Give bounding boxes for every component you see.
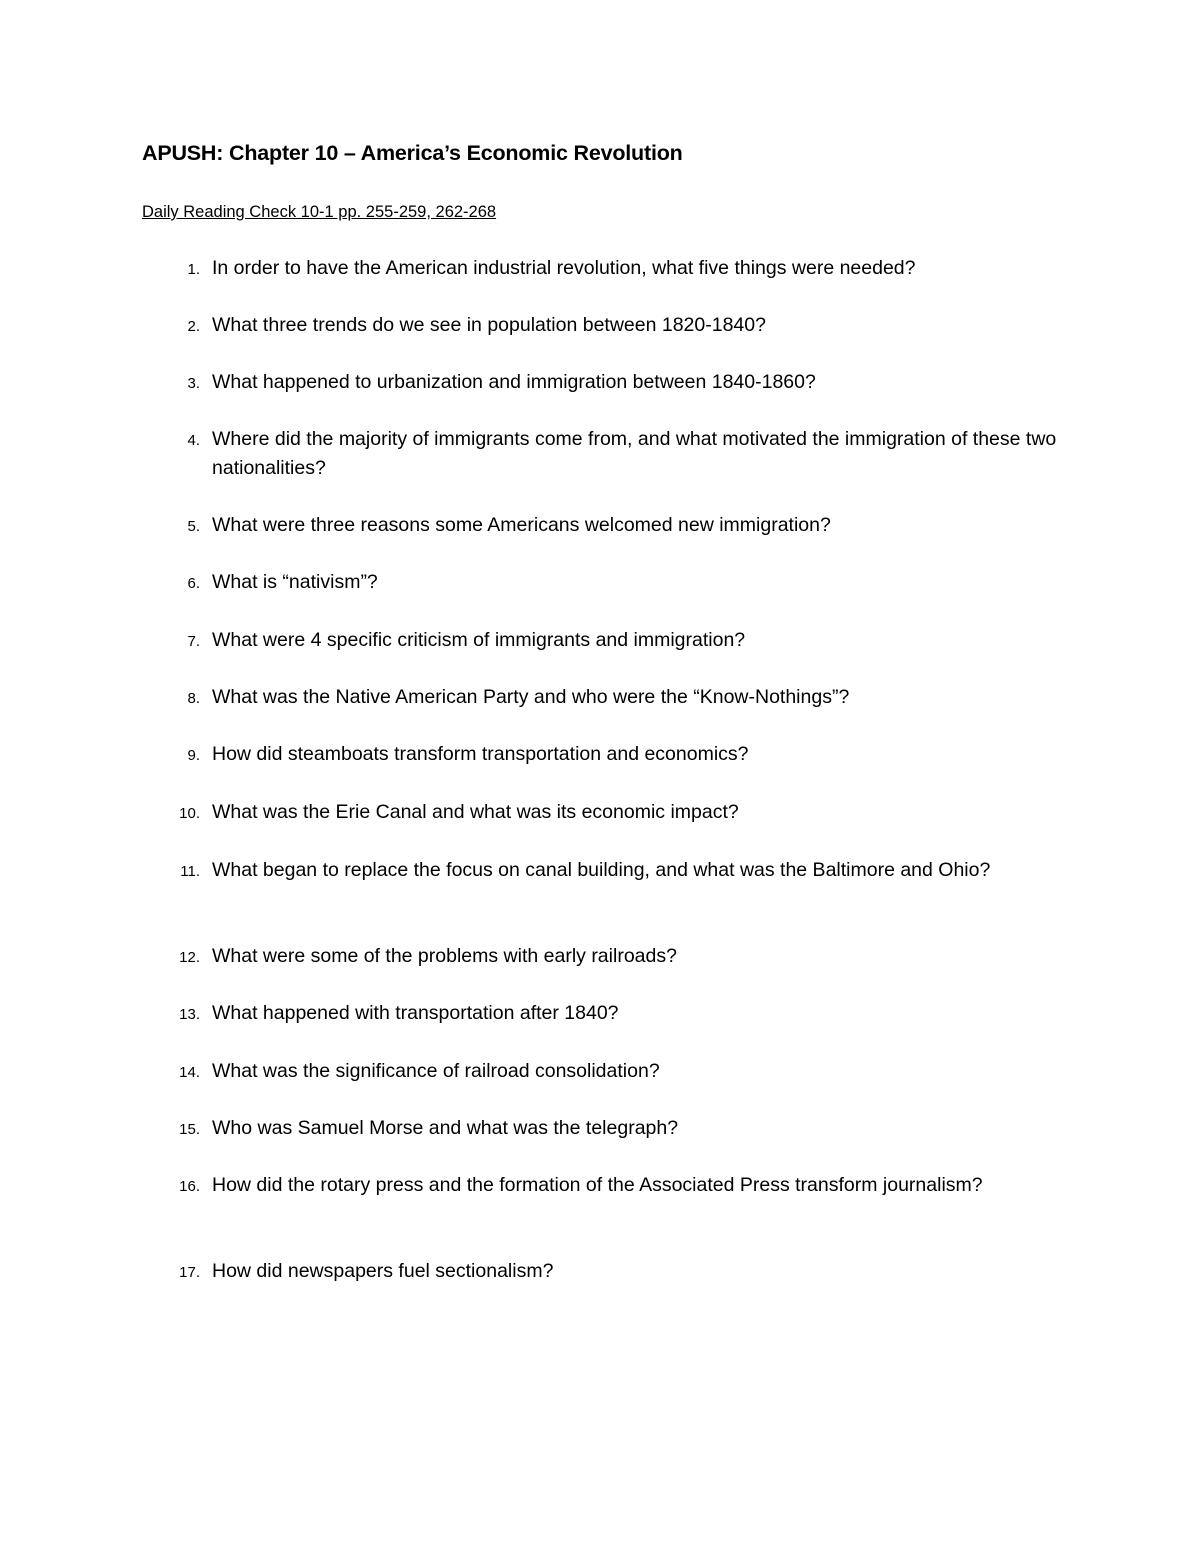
question-text: What happened with transportation after 1840? bbox=[212, 1002, 619, 1024]
question-text: What were 4 specific criticism of immigrants and immigration? bbox=[212, 629, 746, 651]
question-number: 4. bbox=[187, 432, 200, 449]
question-text: How did steamboats transform transportation and economics? bbox=[212, 743, 749, 765]
assignment-subtitle: Daily Reading Check 10-1 pp. 255-259, 262-268 bbox=[142, 203, 497, 221]
question-text: Who was Samuel Morse and what was the telegraph? bbox=[212, 1117, 679, 1139]
question-number: 17. bbox=[179, 1264, 200, 1281]
question-text: What were some of the problems with early railroads? bbox=[212, 945, 677, 967]
question-text: What three trends do we see in population between 1820-1840? bbox=[212, 314, 766, 336]
question-text: How did newspapers fuel sectionalism? bbox=[212, 1260, 554, 1282]
question-number: 13. bbox=[179, 1006, 200, 1023]
page-title: APUSH: Chapter 10 – America’s Economic Revolution bbox=[142, 141, 683, 165]
question-text: What happened to urbanization and immigration between 1840-1860? bbox=[212, 371, 816, 393]
question-number: 10. bbox=[179, 805, 200, 822]
question-number: 15. bbox=[179, 1121, 200, 1138]
question-number: 12. bbox=[179, 949, 200, 966]
question-text: What was the Erie Canal and what was its economic impact? bbox=[212, 801, 739, 823]
question-text: What began to replace the focus on canal building, and what was the Baltimore and Ohio? bbox=[212, 859, 991, 881]
question-text: What is “nativism”? bbox=[212, 571, 378, 593]
question-text: Where did the majority of immigrants come from, and what motivated the immigration of these two nationalities? bbox=[212, 428, 1057, 479]
question-number: 16. bbox=[179, 1178, 200, 1195]
question-number: 7. bbox=[187, 633, 200, 650]
question-text: In order to have the American industrial revolution, what five things were needed? bbox=[212, 257, 916, 279]
question-text: How did the rotary press and the formation of the Associated Press transform journalism? bbox=[212, 1174, 983, 1196]
question-text: What was the Native American Party and who were the “Know-Nothings”? bbox=[212, 686, 850, 708]
question-number: 2. bbox=[187, 318, 200, 335]
question-number: 1. bbox=[187, 261, 200, 278]
question-text: What was the significance of railroad consolidation? bbox=[212, 1060, 660, 1082]
question-number: 8. bbox=[187, 690, 200, 707]
question-number: 5. bbox=[187, 518, 200, 535]
question-number: 11. bbox=[180, 863, 200, 880]
question-number: 6. bbox=[187, 575, 200, 592]
question-number: 14. bbox=[179, 1064, 200, 1081]
question-text: What were three reasons some Americans welcomed new immigration? bbox=[212, 514, 831, 536]
question-number: 9. bbox=[187, 747, 200, 764]
question-number: 3. bbox=[187, 375, 200, 392]
